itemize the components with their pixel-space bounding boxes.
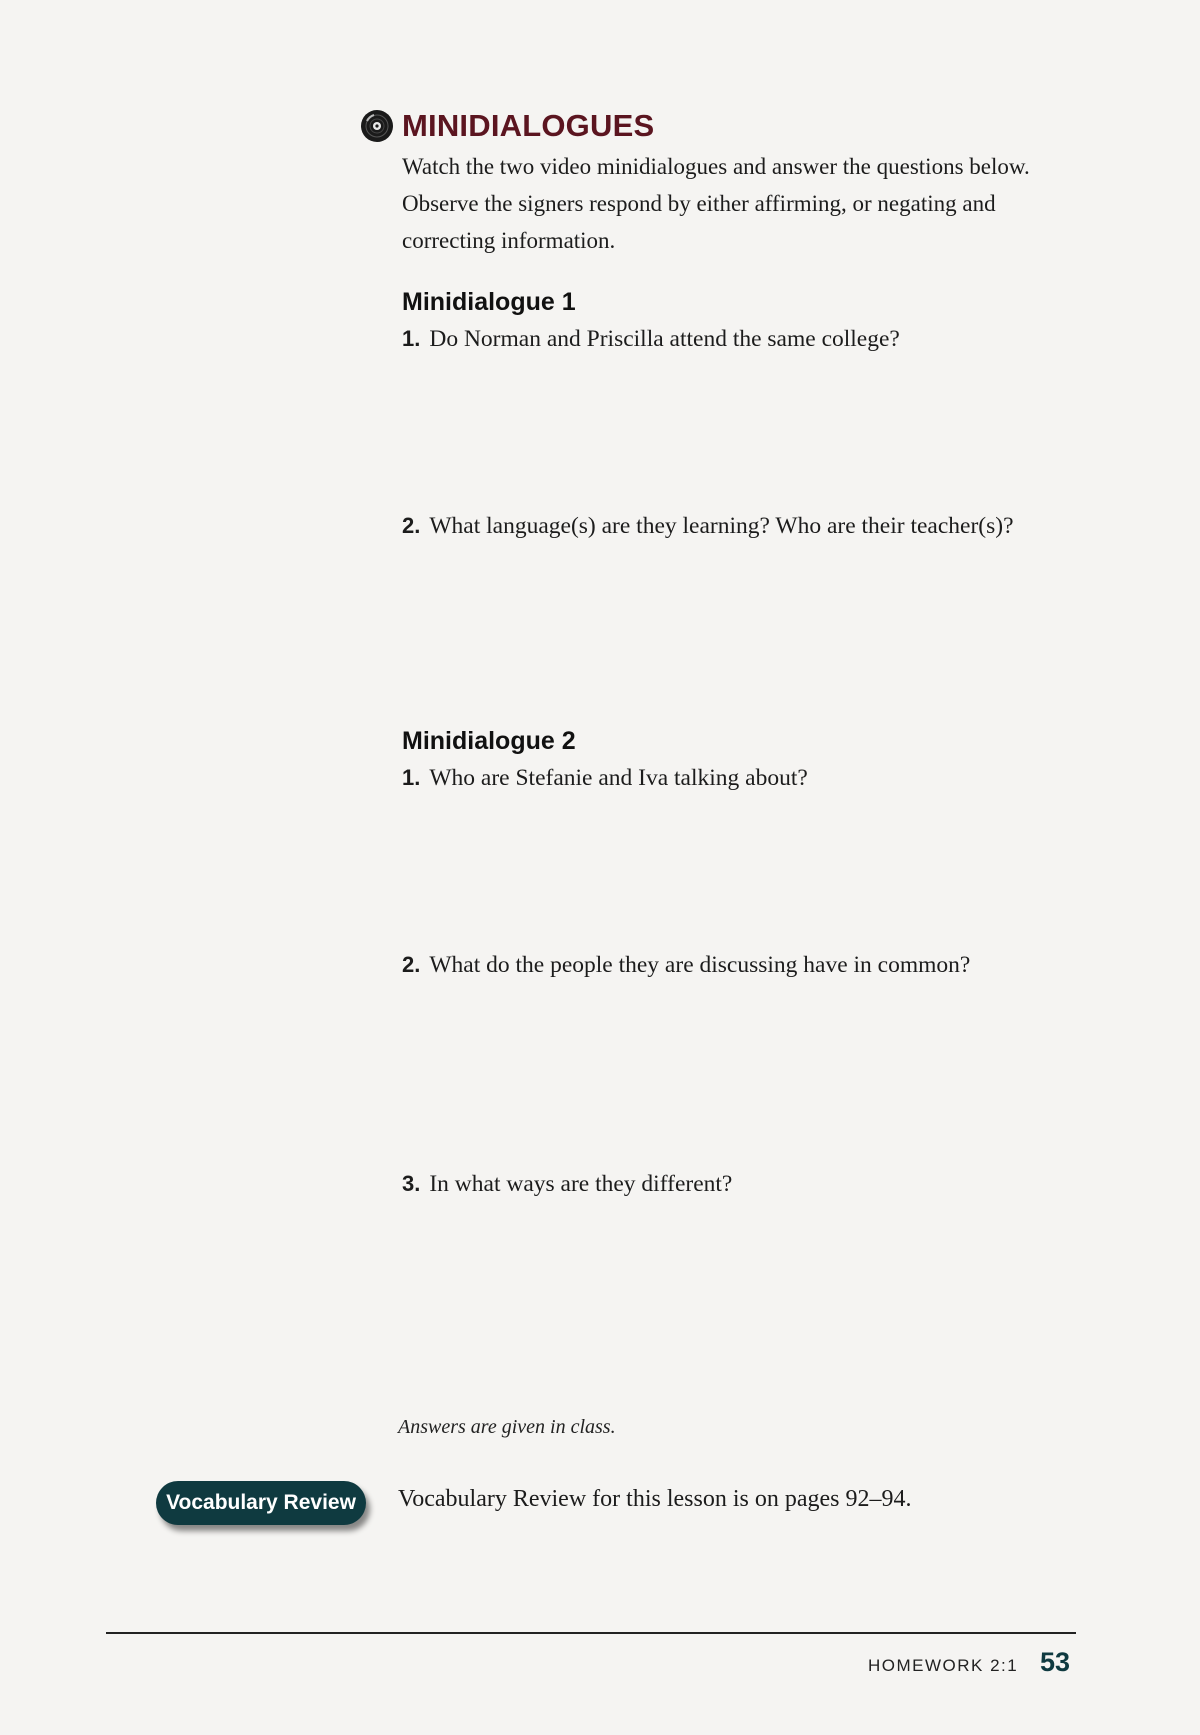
question-md2-2: [402, 952, 970, 979]
question-number: 2.: [402, 952, 421, 977]
question-text: In what ways are they different?: [429, 1171, 733, 1197]
answers-note: Answers are given in class.: [398, 1416, 616, 1438]
section-heading: [360, 108, 654, 144]
question-number: 3.: [402, 1171, 421, 1196]
vocabulary-review-badge: Vocabulary Review: [156, 1481, 366, 1525]
page-number: 53: [1040, 1647, 1071, 1677]
question-text: Do Norman and Priscilla attend the same college?: [429, 326, 900, 352]
question-md1-1: [402, 326, 900, 353]
section-title: MINIDIALOGUES: [402, 108, 655, 143]
section-intro: Watch the two video minidialogues and answer the questions below. Observe the signers respond by either affirming, or negating and correcting information.: [402, 154, 1030, 253]
question-md2-3: [402, 1171, 732, 1198]
footer-section-label: HOMEWORK 2:1: [868, 1656, 1019, 1675]
question-text: What do the people they are discussing have in common?: [429, 952, 971, 978]
footer-divider: [106, 1632, 1076, 1634]
minidialogue-1-heading: Minidialogue 1: [402, 288, 576, 316]
vocabulary-review-text: Vocabulary Review for this lesson is on pages 92–94.: [398, 1486, 912, 1512]
minidialogue-2-heading: Minidialogue 2: [402, 727, 576, 755]
question-text: Who are Stefanie and Iva talking about?: [429, 765, 808, 791]
question-number: 1.: [402, 326, 421, 351]
video-disc-icon: [360, 109, 394, 143]
question-number: 2.: [402, 513, 421, 538]
question-md2-1: [402, 765, 808, 792]
question-number: 1.: [402, 765, 421, 790]
question-md1-2: [402, 513, 1014, 540]
question-text: What language(s) are they learning? Who are their teacher(s)?: [429, 513, 1014, 539]
